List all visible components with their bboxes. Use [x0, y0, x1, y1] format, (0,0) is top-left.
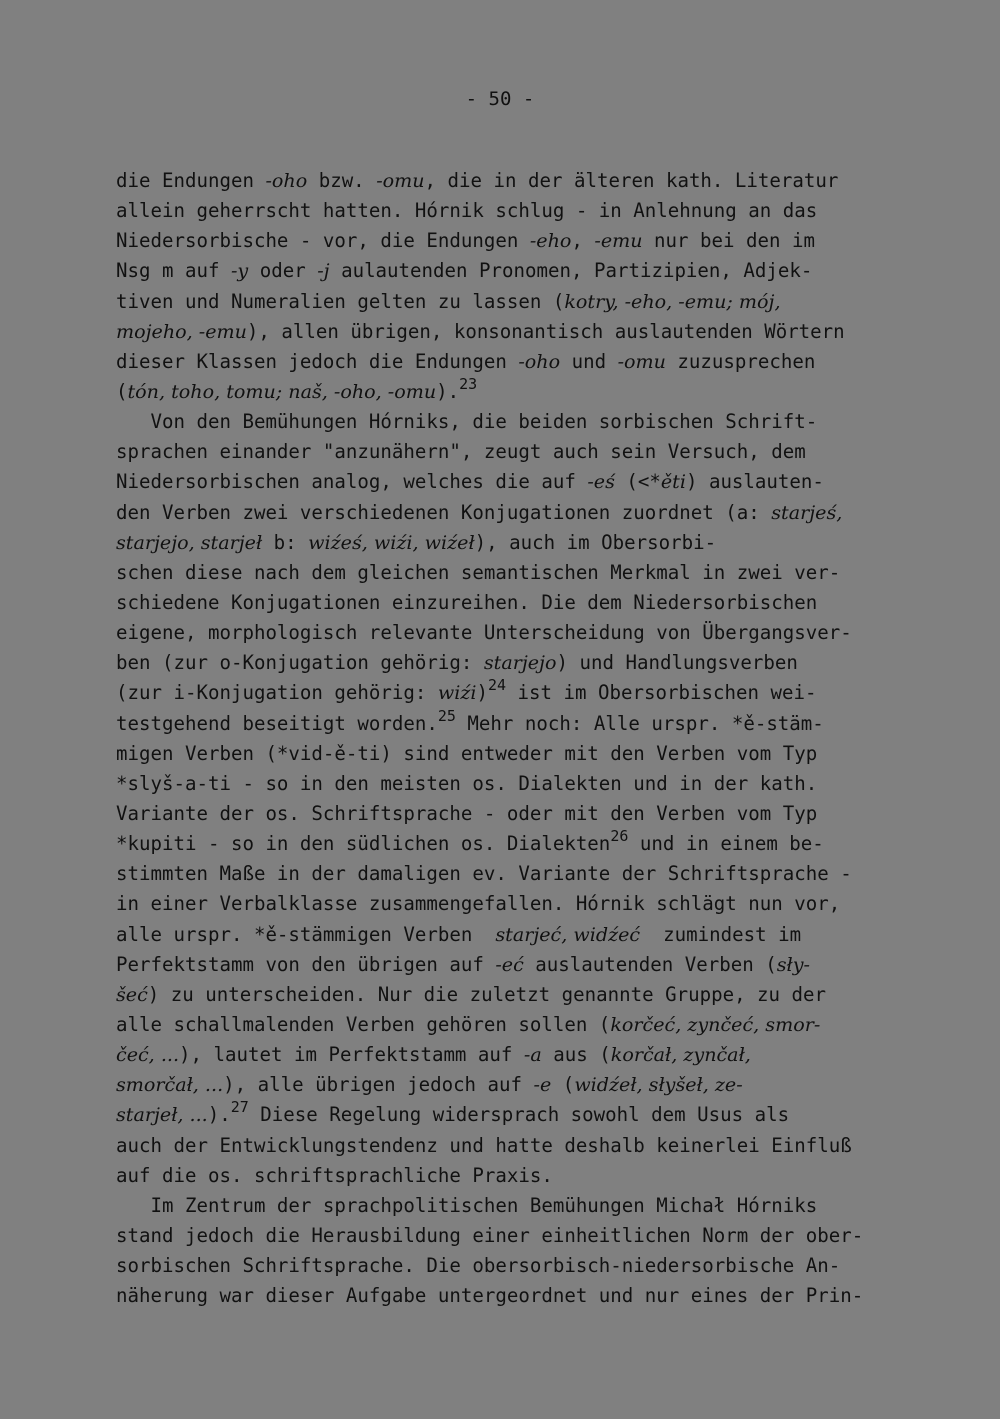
text-span: nur bei den im — [642, 229, 815, 253]
text-line — [116, 706, 876, 739]
footnote-marker: 27 — [230, 1098, 249, 1117]
text-span: ist im Obersorbischen wei- — [506, 681, 817, 705]
text-line — [116, 829, 876, 859]
italic-text: tón, toho, tomu; naš, -oho, -omu — [127, 379, 437, 403]
text-span: allein geherrscht hatten. Hórnik schlug - in Anlehnung an das — [116, 199, 818, 223]
italic-text: wiźeś, wiźi, wiźeł — [308, 530, 475, 554]
italic-text: -eś — [587, 470, 615, 494]
italic-text: -j — [317, 259, 330, 283]
italic-text: -eho — [529, 229, 572, 253]
text-span: testgehend beseitigt worden. — [116, 711, 438, 735]
text-line — [116, 859, 876, 889]
text-line — [116, 1161, 876, 1191]
text-line — [116, 1281, 876, 1311]
text-span: auf die os. schriftsprachliche Praxis. — [116, 1163, 553, 1187]
text-span: Von den Bemühungen Hórniks, die beiden sorbischen Schrift- — [116, 410, 818, 434]
text-span: *kupiti - so in den südlichen os. Dialekten — [116, 832, 611, 856]
footnote-marker: 25 — [437, 706, 456, 725]
text-span: in einer Verbalklasse zusammengefallen. Hórnik schlägt nun vor, — [116, 892, 841, 916]
text-line — [116, 618, 876, 648]
text-span: Variante der os. Schriftsprache - oder mit den Verben vom Typ — [116, 801, 818, 825]
italic-text: smorčał, ... — [116, 1073, 224, 1097]
text-span: Diese Regelung widersprach sowohl dem Usus als — [248, 1103, 790, 1127]
italic-text: -emu — [594, 229, 643, 253]
text-line — [116, 588, 876, 618]
text-span: ( — [116, 379, 128, 403]
text-span: eigene, morphologisch relevante Unterscheidung von Übergangsver- — [116, 621, 852, 645]
text-line — [116, 980, 876, 1010]
italic-text: starjejo — [483, 651, 557, 675]
text-span: Niedersorbischen analog, welches die auf — [116, 470, 588, 494]
text-line — [116, 769, 876, 799]
text-span: sprachen einander "anzunähern", zeugt auch sein Versuch, dem — [116, 440, 806, 464]
text-line — [116, 799, 876, 829]
page-number: - 50 - — [465, 88, 535, 110]
text-span: (zur i-Konjugation gehörig: — [116, 681, 438, 705]
text-line — [116, 889, 876, 919]
text-span: ), allen übrigen, konsonantisch auslautenden Wörtern — [246, 319, 845, 343]
text-line — [116, 166, 876, 196]
italic-text: kotry, -eho, -emu; mój, — [564, 289, 781, 313]
text-span: , — [571, 229, 595, 253]
text-span: b: — [262, 530, 309, 554]
text-span: , die in der älteren kath. Literatur — [424, 169, 839, 192]
text-span: sorbischen Schriftsprache. Die obersorbisch-niedersorbische An- — [116, 1254, 841, 1278]
text-line — [116, 558, 876, 588]
italic-text: korčał, zynčał, — [610, 1043, 751, 1067]
text-span: dieser Klassen jedoch die Endungen — [116, 349, 519, 373]
italic-text: -y — [230, 259, 249, 283]
text-line — [116, 317, 876, 347]
text-span: (<* — [614, 470, 661, 494]
italic-text: starjejo, starjeł — [116, 530, 263, 554]
text-line — [116, 648, 876, 678]
italic-text: widźeł, słyšeł, ze- — [574, 1073, 743, 1097]
text-span: bzw. — [307, 169, 377, 192]
text-span: auch der Entwicklungstendenz und hatte deshalb keinerlei Einfluß — [116, 1133, 852, 1157]
italic-text: čeć, ... — [116, 1043, 180, 1067]
text-line — [116, 678, 876, 708]
text-span: ) und Handlungsverben — [556, 651, 798, 675]
text-line — [116, 467, 876, 497]
italic-text: starjeś, — [771, 500, 843, 524]
italic-text: -eć — [495, 952, 524, 976]
text-line — [116, 287, 876, 317]
text-span: alle schallmalenden Verben gehören sollen ( — [116, 1012, 611, 1036]
text-span: ) zu unterscheiden. Nur die zuletzt genannte Gruppe, zu der — [147, 982, 827, 1006]
text-span: und — [560, 349, 618, 373]
text-line — [116, 528, 876, 558]
text-span: zuzusprechen — [665, 349, 816, 373]
italic-text: wiźi — [437, 681, 477, 705]
italic-text: -omu — [376, 169, 425, 192]
text-line — [116, 407, 876, 437]
italic-text: šeć — [116, 982, 148, 1006]
italic-text: starjeł, ... — [116, 1103, 208, 1127]
text-span: ), alle übrigen jedoch auf — [223, 1073, 534, 1097]
text-line — [116, 437, 876, 467]
text-line — [116, 1191, 876, 1221]
text-line — [116, 226, 876, 256]
text-span: näherung war dieser Aufgabe untergeordnet und nur eines der Prin- — [116, 1284, 864, 1308]
text-span: ), lautet im Perfektstamm auf — [179, 1043, 524, 1067]
footnote-marker: 26 — [610, 827, 629, 846]
text-line — [116, 1040, 876, 1070]
body-text — [116, 166, 876, 1311]
text-span: oder — [248, 259, 318, 283]
text-span: den Verben zwei verschiedenen Konjugationen zuordnet (a: — [116, 500, 772, 524]
footnote-marker: 24 — [488, 676, 507, 695]
text-line — [116, 256, 876, 286]
text-line — [116, 498, 876, 528]
text-span: schiedene Konjugationen einzureihen. Die dem Niedersorbischen — [116, 590, 818, 614]
text-span: aus ( — [541, 1043, 611, 1067]
text-span: ) — [476, 681, 488, 705]
text-span: Nsg m auf — [116, 259, 231, 283]
text-span: ( — [551, 1073, 575, 1097]
text-line — [116, 739, 876, 769]
italic-text: starjeć, widźeć — [495, 922, 641, 946]
text-line — [116, 1010, 876, 1040]
text-line — [116, 950, 876, 980]
italic-text: korčeć, zynčeć, smor- — [610, 1012, 821, 1036]
text-span: tiven und Numeralien gelten zu lassen ( — [116, 289, 565, 313]
italic-text: -oho — [265, 169, 308, 192]
italic-text: sły- — [776, 952, 810, 976]
text-line — [116, 920, 876, 950]
text-span: ), auch im Obersorbi- — [474, 530, 717, 554]
italic-text: -oho — [518, 349, 561, 373]
text-span: ben (zur o-Konjugation gehörig: — [116, 651, 484, 675]
italic-text: -e — [533, 1073, 552, 1097]
text-line — [116, 347, 876, 377]
text-span: alle urspr. *ě-stämmigen Verben — [116, 922, 496, 946]
text-span: Niedersorbische - vor, die Endungen — [116, 229, 530, 253]
text-line — [116, 1070, 876, 1100]
italic-text: -a — [523, 1043, 542, 1067]
text-span: Mehr noch: Alle urspr. *ě-stäm- — [455, 711, 824, 735]
text-line — [116, 374, 876, 407]
text-line — [116, 1221, 876, 1251]
text-span: stand jedoch die Herausbildung einer einheitlichen Norm der ober- — [116, 1223, 864, 1247]
text-line — [116, 196, 876, 226]
text-span: *slyš-a-ti - so in den meisten os. Dialekten und in der kath. — [116, 771, 818, 795]
text-span: die Endungen — [116, 169, 266, 192]
text-line — [116, 1251, 876, 1281]
text-line — [116, 1100, 876, 1130]
text-span: Im Zentrum der sprachpolitischen Bemühungen Michał Hórniks — [116, 1193, 818, 1217]
text-span: Perfektstamm von den übrigen auf — [116, 952, 496, 976]
italic-text: -omu — [617, 349, 666, 373]
footnote-marker: 23 — [459, 374, 478, 393]
text-span: stimmten Maße in der damaligen ev. Variante der Schriftsprache - — [116, 862, 852, 886]
italic-text: mojeho, -emu — [116, 319, 247, 343]
text-span: schen diese nach dem gleichen semantischen Merkmal in zwei ver- — [116, 560, 841, 584]
text-line — [116, 1131, 876, 1161]
text-span: migen Verben (*vid-ě-ti) sind entweder mit den Verben vom Typ — [116, 741, 818, 765]
text-span: ). — [207, 1103, 231, 1127]
text-span: aulautenden Pronomen, Partizipien, Adjek- — [329, 259, 813, 283]
italic-text: ěti — [660, 470, 686, 494]
text-span: auslautenden Verben ( — [523, 952, 777, 976]
text-span: und in einem be- — [628, 832, 824, 856]
text-span: zumindest im — [640, 922, 802, 946]
text-span: ) auslauten- — [685, 470, 824, 494]
text-span: ). — [436, 379, 460, 403]
